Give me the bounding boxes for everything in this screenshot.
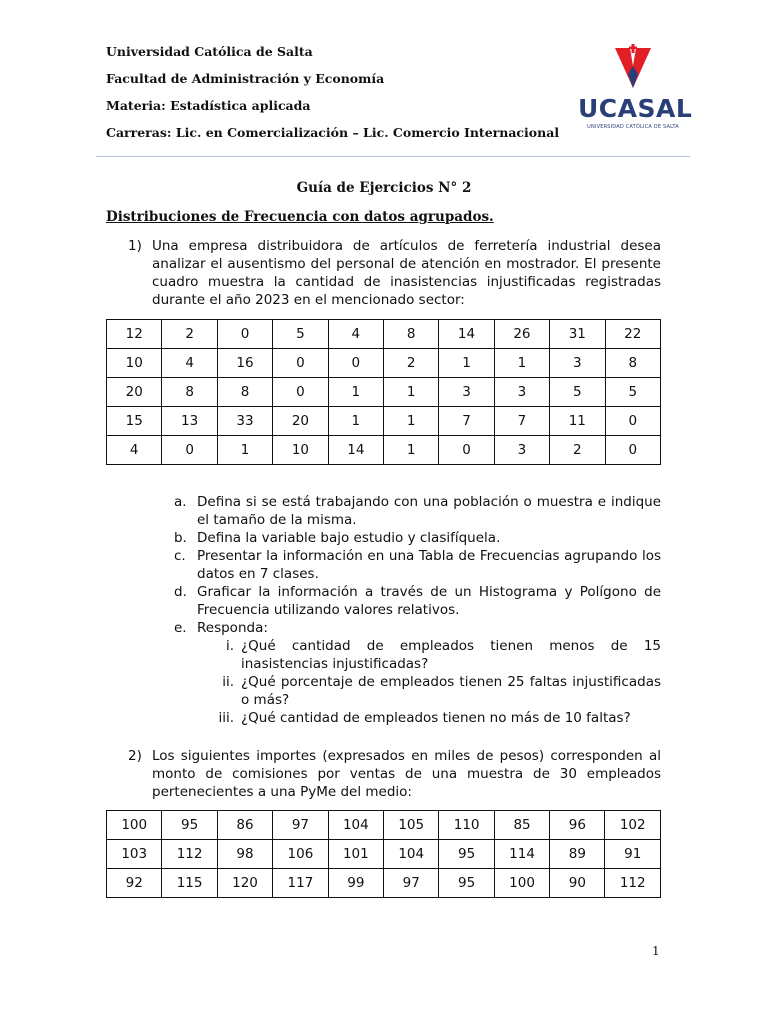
item-label: c. [174,548,186,564]
table-cell: 2 [550,436,605,465]
table-cell: 89 [550,840,605,869]
section-subtitle: Distribuciones de Frecuencia con datos agrupados. [106,209,494,225]
exercise-2-number: 2) [128,748,142,764]
university-name: Universidad Católica de Salta [106,44,313,59]
item-label: a. [174,494,187,510]
item-text: Graficar la información a través de un Histograma y Polígono de Frecuencia utilizando valores relativos. [197,584,661,618]
table-cell: 1 [494,349,549,378]
table-cell: 97 [384,869,439,898]
header-divider [96,156,690,157]
table-cell: 0 [605,407,660,436]
table-cell: 0 [217,320,272,349]
table-cell: 5 [605,378,660,407]
table-cell: 14 [328,436,383,465]
table-cell: 16 [217,349,272,378]
table-cell: 1 [384,407,439,436]
item-text: Defina si se está trabajando con una población o muestra e indique el tamaño de la misma. [197,494,661,528]
table-cell: 10 [273,436,328,465]
table-cell: 12 [107,320,162,349]
table-cell: 85 [494,811,549,840]
subitem-label: iii. [218,710,234,726]
table-row [107,869,661,898]
table-cell: 13 [162,407,217,436]
table-cell: 14 [439,320,494,349]
table-cell: 1 [217,436,272,465]
item-label: b. [174,530,187,546]
table-cell: 96 [550,811,605,840]
table-cell: 8 [217,378,272,407]
careers-line: Carreras: Lic. en Comercialización – Lic. Comercio Internacional [106,125,560,140]
table-cell: 1 [328,407,383,436]
table-cell: 97 [273,811,328,840]
table-cell: 11 [550,407,605,436]
table-cell: 86 [217,811,272,840]
table-cell: 1 [384,378,439,407]
table-cell: 20 [273,407,328,436]
table-row [107,320,661,349]
table-cell: 3 [494,436,549,465]
table-cell: 1 [439,349,494,378]
table-cell: 104 [384,840,439,869]
table-cell: 3 [550,349,605,378]
subitem-label: i. [225,638,234,654]
table-cell: 0 [273,378,328,407]
table-cell: 8 [384,320,439,349]
table-cell: 106 [273,840,328,869]
table-cell: 33 [217,407,272,436]
table-cell: 8 [605,349,660,378]
header-block [106,44,559,152]
faculty-name: Facultad de Administración y Economía [106,71,385,86]
table-cell: 100 [494,869,549,898]
table-cell: 2 [162,320,217,349]
table-cell: 0 [328,349,383,378]
table-cell: 95 [439,840,494,869]
table-cell: 112 [605,869,661,898]
table-row [107,378,661,407]
table-cell: 2 [384,349,439,378]
table-cell: 7 [439,407,494,436]
table-cell: 0 [439,436,494,465]
table-cell: 0 [605,436,660,465]
table-cell: 103 [107,840,162,869]
table-cell: 90 [550,869,605,898]
logo-tagline: UNIVERSIDAD CATÓLICA DE SALTA [587,124,679,130]
table-row [107,407,661,436]
table-row [107,840,661,869]
table-cell: 0 [162,436,217,465]
table-row [107,349,661,378]
subitem-label: ii. [222,674,234,690]
table-cell: 115 [162,869,217,898]
item-text: Presentar la información en una Tabla de Frecuencias agrupando los datos en 7 clases. [197,548,661,582]
table-cell: 7 [494,407,549,436]
table-cell: 99 [328,869,383,898]
exercise-2-text: Los siguientes importes (expresados en miles de pesos) corresponden al monto de comisiones por ventas de una muestra de 30 empleados pertenecientes a una PyMe del medio: [152,748,661,800]
subitem-text: ¿Qué cantidad de empleados tienen no más de 10 faltas? [241,710,631,726]
item-text: Responda: [197,620,268,636]
table-cell: 98 [217,840,272,869]
table-cell: 31 [550,320,605,349]
table-cell: 91 [605,840,661,869]
item-text: Defina la variable bajo estudio y clasifíquela. [197,530,501,546]
table-cell: 10 [107,349,162,378]
table-cell: 95 [439,869,494,898]
item-label: d. [174,584,187,600]
table-cell: 101 [328,840,383,869]
table-cell: 100 [107,811,162,840]
logo-wordmark: UCASAL [578,94,693,123]
table-cell: 114 [494,840,549,869]
guide-title: Guía de Ejercicios N° 2 [296,180,472,196]
table-cell: 102 [605,811,661,840]
exercise-1-text: Una empresa distribuidora de artículos de ferretería industrial desea analizar el ausentismo del personal de atención en mostrador. El presente cuadro muestra la cantidad de inasistencias injustificadas registradas durante el año 2023 en el mencionado sector: [152,238,661,308]
table-cell: 26 [494,320,549,349]
ucasal-logo [578,44,693,136]
table-cell: 104 [328,811,383,840]
page-number: 1 [652,944,660,958]
table-cell: 3 [494,378,549,407]
table-cell: 1 [328,378,383,407]
table-cell: 8 [162,378,217,407]
subitem-text: ¿Qué porcentaje de empleados tienen 25 faltas injustificadas o más? [241,674,661,708]
table-cell: 22 [605,320,660,349]
table-cell: 4 [107,436,162,465]
table-cell: 110 [439,811,494,840]
table-cell: 120 [217,869,272,898]
table-cell: 15 [107,407,162,436]
table-cell: 117 [273,869,328,898]
item-label: e. [174,620,187,636]
table-cell: 95 [162,811,217,840]
table-cell: 92 [107,869,162,898]
table-row [107,436,661,465]
table-cell: 5 [550,378,605,407]
table-cell: 112 [162,840,217,869]
logo-emblem-icon [578,44,688,94]
subitem-text: ¿Qué cantidad de empleados tienen menos de 15 inasistencias injustificadas? [241,638,661,672]
commission-data-table [106,810,661,898]
table-cell: 4 [162,349,217,378]
table-cell: 4 [328,320,383,349]
table-cell: 5 [273,320,328,349]
table-cell: 105 [384,811,439,840]
table-row [107,811,661,840]
table-cell: 0 [273,349,328,378]
table-cell: 20 [107,378,162,407]
exercise-1-number: 1) [128,238,142,254]
table-cell: 3 [439,378,494,407]
absence-data-table [106,319,661,465]
subject-line: Materia: Estadística aplicada [106,98,311,113]
table-cell: 1 [384,436,439,465]
